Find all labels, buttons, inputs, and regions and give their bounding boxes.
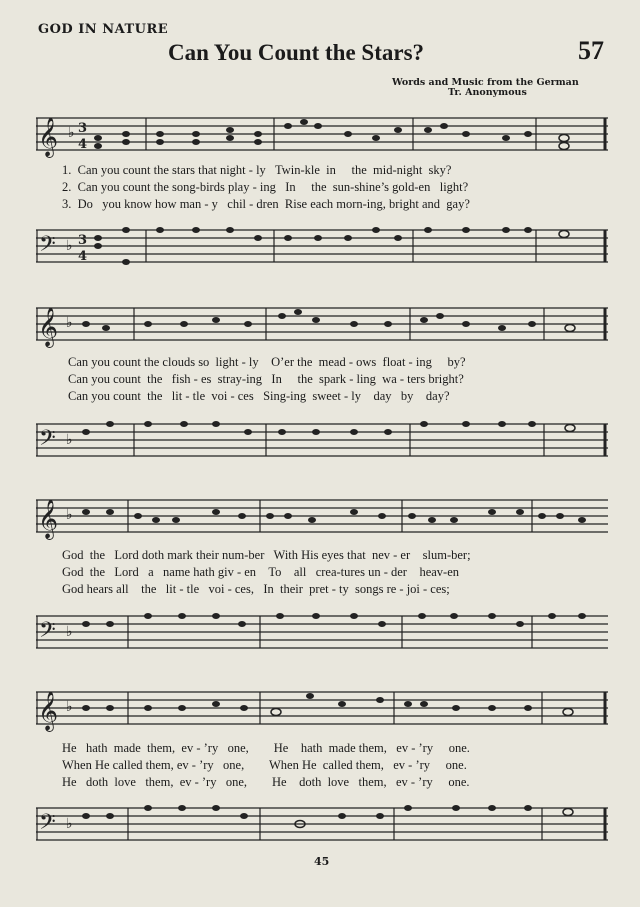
credit-line: Words and Music from the German [392,77,579,88]
page-number: 45 [314,855,330,868]
treble-staff-lines [36,110,611,160]
treble-staff-1 [36,110,611,160]
bass-staff-lines [36,608,611,658]
hymn-title: Can You Count the Stars? [168,40,425,65]
svg-text:♭: ♭ [68,125,75,141]
svg-text:♭: ♭ [66,315,73,331]
svg-text:♭: ♭ [66,699,73,715]
svg-text:♭: ♭ [66,432,73,448]
lyric-line: Can you count the clouds so light - ly O’er the mead - ows float - ing by? [68,355,466,369]
lyric-line: He doth love them, ev - ’ry one, He doth love them, ev - ’ry one. [62,775,470,789]
svg-text:♭: ♭ [66,238,73,254]
svg-text:4: 4 [78,137,88,152]
bass-staff-lines [36,800,611,850]
svg-text:𝄢: 𝄢 [39,232,56,262]
treble-staff-lines [36,300,611,350]
svg-text:𝄢: 𝄢 [39,810,56,840]
svg-text:𝄞: 𝄞 [38,691,59,731]
svg-text:4: 4 [78,249,88,264]
bass-staff-lines [36,416,611,466]
lyric-line: God the Lord a name hath giv - en To all crea-tures un - der heav-en [62,565,460,579]
svg-text:3: 3 [78,233,88,248]
svg-text:3: 3 [78,121,88,136]
svg-text:𝄞: 𝄞 [38,499,59,539]
treble-staff-lines [36,684,611,734]
lyric-line: God hears all the lit - tle voi - ces, In their pret - ty songs re - joi - ces; [62,582,450,596]
svg-text:𝄞: 𝄞 [38,117,59,157]
section-heading: GOD IN NATURE [38,22,169,37]
svg-text:♭: ♭ [66,507,73,523]
treble-staff-3 [36,492,611,542]
svg-text:𝄞: 𝄞 [38,307,59,347]
lyric-line: 1. Can you count the stars that night - ly Twin-kle in the mid-night sky? [62,163,452,177]
bass-staff-4 [36,800,611,850]
lyric-line: 2. Can you count the song-birds play - ing In the sun-shine’s gold-en light? [62,180,469,194]
bass-staff-3 [36,608,611,658]
svg-text:𝄢: 𝄢 [39,618,56,648]
bass-staff-2 [36,416,611,466]
hymn-number: 57 [578,36,604,65]
svg-text:♭: ♭ [66,816,73,832]
treble-staff-4 [36,684,611,734]
svg-text:𝄢: 𝄢 [39,426,56,456]
bass-staff-1 [36,222,611,272]
lyric-line: When He called them, ev - ’ry one, When He called them, ev - ’ry one. [62,758,467,772]
lyric-line: Can you count the fish - es stray-ing In the spark - ling wa - ters bright? [68,372,464,386]
lyric-line: 3. Do you know how man - y chil - dren Rise each morn-ing, bright and gay? [62,197,470,211]
svg-text:♭: ♭ [66,624,73,640]
lyric-line: He hath made them, ev - ’ry one, He hath made them, ev - ’ry one. [62,741,470,755]
lyric-line: Can you count the lit - tle voi - ces Sing-ing sweet - ly day by day? [68,389,450,403]
treble-staff-2 [36,300,611,350]
treble-staff-lines [36,492,611,542]
bass-staff-lines [36,222,611,272]
credit-line: Tr. Anonymous [448,87,527,98]
lyric-line: God the Lord doth mark their num-ber With His eyes that nev - er slum-ber; [62,548,471,562]
